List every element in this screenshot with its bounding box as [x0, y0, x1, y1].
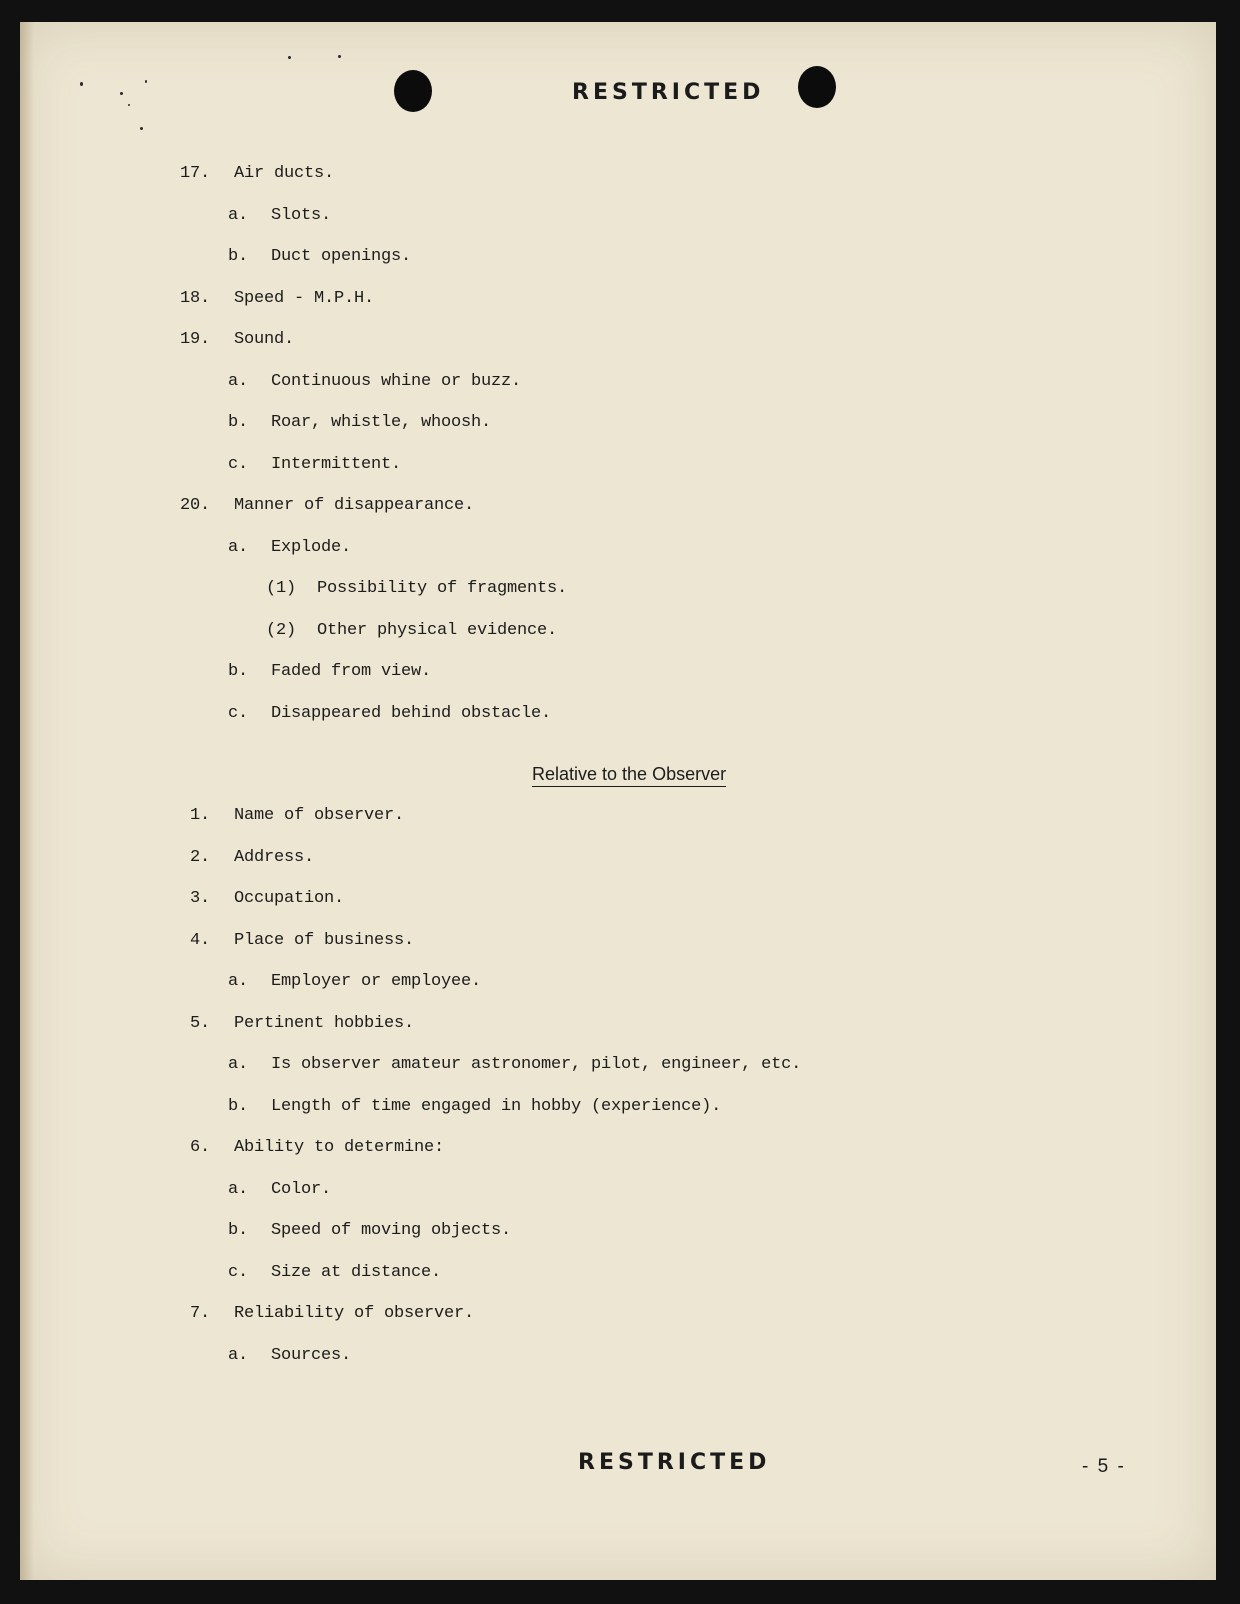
- punch-hole-left: [394, 70, 432, 112]
- list-item-text: Pertinent hobbies.: [234, 1013, 415, 1033]
- page-number: - 5 -: [1082, 1456, 1126, 1477]
- ink-speck: [128, 104, 130, 106]
- list-item-text: Speed - M.P.H.: [234, 288, 375, 308]
- list-item-text: Duct openings.: [271, 247, 412, 266]
- list-item-text: Disappeared behind obstacle.: [271, 703, 552, 723]
- list-item-marker: 5.: [189, 1013, 210, 1033]
- list-item-marker: 17.: [179, 164, 210, 183]
- list-item-text: Roar, whistle, whoosh.: [271, 413, 492, 432]
- list-item-text: Manner of disappearance.: [234, 496, 475, 515]
- list-item-text: Other physical evidence.: [317, 620, 558, 640]
- list-item-marker: a.: [227, 537, 248, 557]
- list-item-marker: a.: [227, 1345, 248, 1365]
- list-item-marker: 4.: [189, 930, 210, 950]
- list-item-marker: 6.: [189, 1138, 210, 1157]
- list-item-text: Address.: [234, 847, 315, 867]
- list-item-marker: 18.: [179, 288, 210, 308]
- list-item-text: Reliability of observer.: [234, 1304, 475, 1323]
- list-item-text: Ability to determine:: [234, 1138, 445, 1157]
- list-item-text: Is observer amateur astronomer, pilot, engineer, etc.: [271, 1055, 802, 1074]
- footer-marking: RESTRICTED: [578, 1450, 771, 1475]
- list-item-text: Name of observer.: [234, 806, 405, 825]
- list-item-marker: 1.: [189, 806, 210, 825]
- list-item-marker: c.: [227, 703, 248, 723]
- ink-speck: [288, 56, 291, 59]
- list-item-marker: (2): [265, 620, 296, 640]
- list-item-marker: a.: [227, 1179, 248, 1199]
- list-item-text: Color.: [271, 1179, 332, 1199]
- list-item-text: Sources.: [271, 1345, 352, 1365]
- list-item-marker: 3.: [189, 889, 210, 908]
- header-marking: RESTRICTED: [572, 80, 765, 105]
- list-item-text: Faded from view.: [271, 662, 432, 681]
- list-item-text: Air ducts.: [234, 164, 335, 183]
- list-item-marker: 2.: [189, 847, 210, 867]
- list-item-marker: a.: [227, 1055, 248, 1074]
- list-item-text: Place of business.: [234, 930, 415, 950]
- document-page: [20, 22, 1216, 1580]
- list-item-text: Employer or employee.: [271, 972, 482, 991]
- list-item-marker: b.: [227, 662, 248, 681]
- list-item-text: Intermittent.: [271, 454, 402, 474]
- ink-speck: [120, 92, 123, 95]
- list-item-marker: (1): [265, 579, 296, 598]
- list-item-marker: 7.: [189, 1304, 210, 1323]
- section-heading: Relative to the Observer: [532, 764, 727, 784]
- ink-speck: [145, 80, 147, 83]
- punch-hole-right: [798, 66, 836, 108]
- list-item-text: Length of time engaged in hobby (experience).: [271, 1096, 722, 1116]
- list-item-text: Sound.: [234, 330, 295, 349]
- list-item-marker: c.: [227, 454, 248, 474]
- ink-speck: [140, 127, 143, 130]
- list-item-marker: a.: [227, 972, 248, 991]
- list-item-marker: b.: [227, 1096, 248, 1116]
- list-item-marker: b.: [227, 247, 248, 266]
- ink-speck: [338, 55, 341, 58]
- list-item-marker: c.: [227, 1262, 248, 1282]
- list-item-marker: b.: [227, 1221, 248, 1240]
- list-item-marker: 19.: [179, 330, 210, 349]
- ink-speck: [80, 82, 83, 86]
- list-item-text: Possibility of fragments.: [317, 579, 568, 598]
- list-item-text: Occupation.: [234, 889, 345, 908]
- list-item-text: Slots.: [271, 205, 332, 225]
- list-item-marker: a.: [227, 371, 248, 391]
- list-item-marker: a.: [227, 205, 248, 225]
- list-item-text: Size at distance.: [271, 1262, 442, 1282]
- list-item-marker: 20.: [179, 496, 210, 515]
- list-item-text: Speed of moving objects.: [271, 1221, 512, 1240]
- list-item-text: Explode.: [271, 537, 352, 557]
- list-item-text: Continuous whine or buzz.: [271, 371, 522, 391]
- list-item-marker: b.: [227, 413, 248, 432]
